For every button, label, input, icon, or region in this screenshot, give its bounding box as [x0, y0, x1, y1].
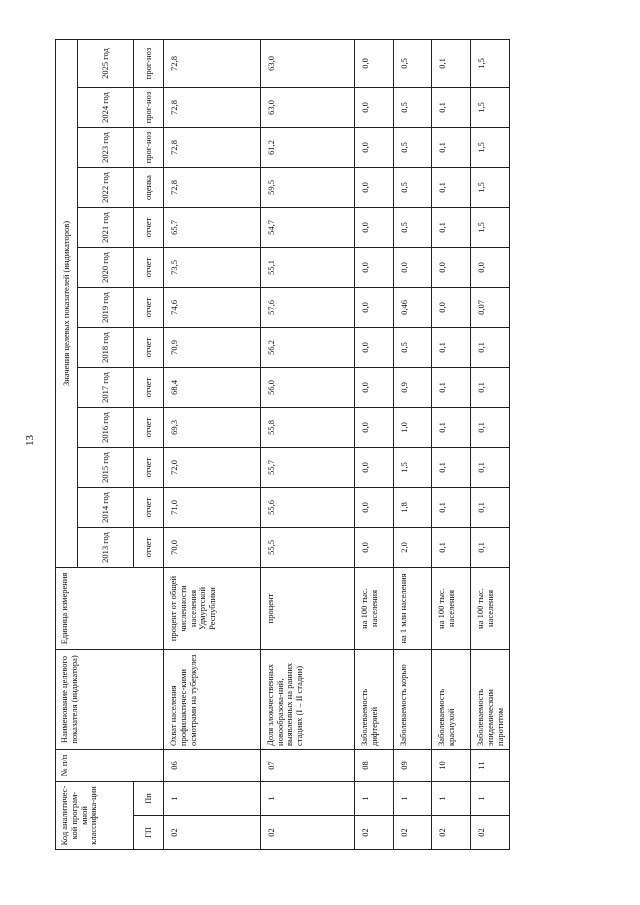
cell-value: 0,1: [432, 527, 471, 567]
cell-value: 0,1: [432, 487, 471, 527]
header-status: отчет: [134, 327, 164, 367]
cell-value: 1,5: [393, 447, 432, 487]
cell-value: 55,1: [260, 247, 354, 287]
header-name: Наименование целевого показателя (индикатора): [56, 649, 164, 749]
cell-pp: 1: [432, 781, 471, 815]
cell-value: 0,0: [354, 487, 393, 527]
cell-num: 06: [164, 749, 261, 781]
cell-value: 0,1: [432, 87, 471, 127]
cell-value: 0,0: [354, 167, 393, 207]
cell-gp: 02: [432, 816, 471, 850]
table-row: [471, 39, 510, 849]
cell-value: 0,46: [393, 287, 432, 327]
header-status: прог-ноз: [134, 127, 164, 167]
cell-value: 0,5: [393, 167, 432, 207]
cell-value: 0,0: [354, 407, 393, 447]
header-year: 2013 год: [78, 527, 134, 567]
cell-pp: 1: [471, 781, 510, 815]
header-status: прог-ноз: [134, 39, 164, 87]
header-year: 2017 год: [78, 367, 134, 407]
cell-value: 0,1: [432, 407, 471, 447]
cell-unit: процент: [260, 567, 354, 649]
cell-value: 0,1: [432, 127, 471, 167]
header-year: 2025 год: [78, 39, 134, 87]
cell-value: 0,1: [432, 167, 471, 207]
cell-name: Заболеваемость дифтерией: [354, 649, 393, 749]
table-row: [260, 39, 354, 849]
cell-value: 0,0: [354, 287, 393, 327]
cell-num: 10: [432, 749, 471, 781]
cell-value: 74,6: [164, 287, 261, 327]
header-status: отчет: [134, 447, 164, 487]
cell-value: 0,1: [471, 447, 510, 487]
header-year: 2023 год: [78, 127, 134, 167]
cell-value: 71,0: [164, 487, 261, 527]
table-row: [164, 39, 261, 849]
header-status: отчет: [134, 207, 164, 247]
header-gp: ГП: [134, 816, 164, 850]
cell-value: 0,0: [432, 287, 471, 327]
cell-name: Заболеваемость корью: [393, 649, 432, 749]
cell-value: 0,1: [432, 447, 471, 487]
header-status: отчет: [134, 527, 164, 567]
cell-value: 63,0: [260, 87, 354, 127]
header-year: 2022 год: [78, 167, 134, 207]
cell-value: 1,5: [471, 39, 510, 87]
cell-value: 0,0: [354, 327, 393, 367]
cell-value: 0,0: [354, 207, 393, 247]
cell-value: 57,6: [260, 287, 354, 327]
cell-value: 0,1: [471, 487, 510, 527]
cell-value: 59,5: [260, 167, 354, 207]
cell-num: 08: [354, 749, 393, 781]
header-year: 2024 год: [78, 87, 134, 127]
cell-value: 1,0: [393, 407, 432, 447]
cell-value: 0,1: [432, 327, 471, 367]
header-status: отчет: [134, 247, 164, 287]
cell-value: 55,5: [260, 527, 354, 567]
cell-value: 56,0: [260, 367, 354, 407]
cell-value: 0,1: [432, 39, 471, 87]
cell-num: 11: [471, 749, 510, 781]
cell-value: 55,6: [260, 487, 354, 527]
cell-name: Заболеваемость эпидемическим паротитом: [471, 649, 510, 749]
cell-value: 72,8: [164, 167, 261, 207]
cell-value: 70,0: [164, 527, 261, 567]
cell-value: 65,7: [164, 207, 261, 247]
cell-pp: 1: [260, 781, 354, 815]
cell-num: 09: [393, 749, 432, 781]
cell-value: 0,5: [393, 127, 432, 167]
header-year: 2021 год: [78, 207, 134, 247]
cell-name: Охват населения профилактичес-кими осмотрами на туберкулез: [164, 649, 261, 749]
header-status: оценка: [134, 167, 164, 207]
cell-value: 56,2: [260, 327, 354, 367]
cell-value: 1,5: [471, 127, 510, 167]
table-row: [393, 39, 432, 849]
cell-value: 0,0: [393, 247, 432, 287]
rotated-table-container: [55, 40, 510, 850]
header-year: 2018 год: [78, 327, 134, 367]
cell-value: 0,0: [354, 39, 393, 87]
cell-value: 55,7: [260, 447, 354, 487]
header-status: отчет: [134, 407, 164, 447]
cell-unit: на 100 тыс. населения: [471, 567, 510, 649]
page-number: 13: [24, 435, 36, 446]
cell-value: 55,8: [260, 407, 354, 447]
cell-value: 72,8: [164, 127, 261, 167]
cell-value: 69,3: [164, 407, 261, 447]
header-year: 2015 год: [78, 447, 134, 487]
header-status: прог-ноз: [134, 87, 164, 127]
cell-value: 54,7: [260, 207, 354, 247]
header-num: № п/п: [56, 749, 164, 781]
cell-value: 0,1: [471, 367, 510, 407]
cell-value: 0,5: [393, 87, 432, 127]
cell-pp: 1: [393, 781, 432, 815]
cell-value: 0,1: [432, 207, 471, 247]
cell-value: 0,0: [354, 527, 393, 567]
cell-gp: 02: [354, 816, 393, 850]
cell-value: 1,5: [471, 207, 510, 247]
cell-value: 0,5: [393, 327, 432, 367]
cell-gp: 02: [260, 816, 354, 850]
cell-pp: 1: [354, 781, 393, 815]
cell-value: 72,0: [164, 447, 261, 487]
cell-value: 72,8: [164, 87, 261, 127]
header-year: 2019 год: [78, 287, 134, 327]
header-unit: Единица измерения: [56, 567, 164, 649]
cell-pp: 1: [164, 781, 261, 815]
indicators-table: [55, 39, 510, 850]
header-year: 2020 год: [78, 247, 134, 287]
cell-value: 0,1: [471, 327, 510, 367]
cell-value: 0,1: [471, 527, 510, 567]
cell-name: Заболеваемость краснухой: [432, 649, 471, 749]
cell-value: 0,0: [354, 247, 393, 287]
cell-value: 1,5: [471, 167, 510, 207]
cell-unit: процент от общей численности населения Удмуртской Республики: [164, 567, 261, 649]
header-pp: Пп: [134, 781, 164, 815]
cell-value: 68,4: [164, 367, 261, 407]
cell-num: 07: [260, 749, 354, 781]
cell-value: 1,5: [471, 87, 510, 127]
cell-value: 72,8: [164, 39, 261, 87]
cell-value: 0,0: [354, 127, 393, 167]
cell-gp: 02: [471, 816, 510, 850]
header-values: Значения целевых показателей (индикаторов): [56, 39, 78, 567]
cell-gp: 02: [393, 816, 432, 850]
cell-name: Доля злокачественных новообразова-ний, выявленных на ранних стадиях (I – II стадии): [260, 649, 354, 749]
header-status: отчет: [134, 487, 164, 527]
header-year: 2016 год: [78, 407, 134, 447]
cell-value: 63,0: [260, 39, 354, 87]
table-row: [354, 39, 393, 849]
cell-value: 0,5: [393, 207, 432, 247]
cell-value: 2,0: [393, 527, 432, 567]
cell-unit: на 100 тыс. населения: [354, 567, 393, 649]
cell-value: 0,0: [471, 247, 510, 287]
cell-value: 73,5: [164, 247, 261, 287]
cell-value: 61,2: [260, 127, 354, 167]
header-code: Код аналитичес-кой програм-мной классифика-ции: [56, 781, 134, 849]
cell-value: 0,07: [471, 287, 510, 327]
cell-unit: на 1 млн населения: [393, 567, 432, 649]
cell-value: 0,0: [354, 87, 393, 127]
cell-value: 70,9: [164, 327, 261, 367]
cell-value: 0,9: [393, 367, 432, 407]
header-year: 2014 год: [78, 487, 134, 527]
cell-unit: на 100 тыс. населения: [432, 567, 471, 649]
cell-value: 0,5: [393, 39, 432, 87]
cell-value: 0,0: [432, 247, 471, 287]
header-status: отчет: [134, 367, 164, 407]
cell-value: 0,1: [432, 367, 471, 407]
header-status: отчет: [134, 287, 164, 327]
table-row: [432, 39, 471, 849]
cell-gp: 02: [164, 816, 261, 850]
cell-value: 0,1: [471, 407, 510, 447]
cell-value: 0,0: [354, 447, 393, 487]
cell-value: 1,8: [393, 487, 432, 527]
cell-value: 0,0: [354, 367, 393, 407]
